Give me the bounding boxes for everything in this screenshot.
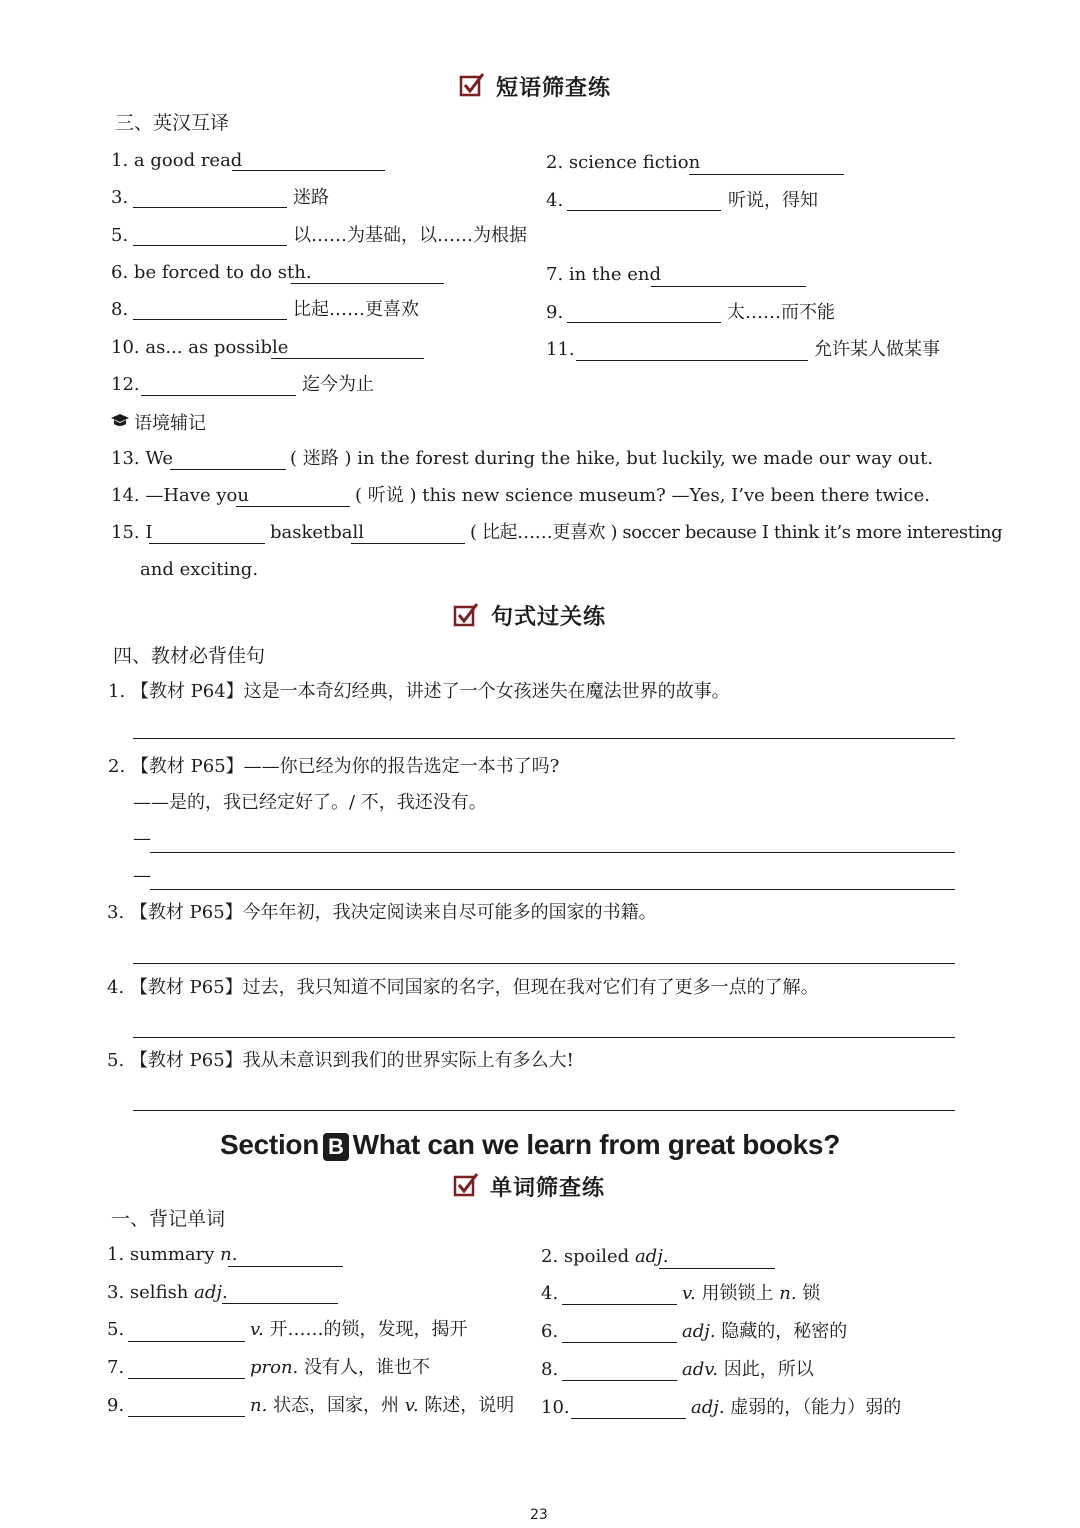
word-6-num: 6.: [541, 1321, 559, 1342]
word-5-def: v. 开……的锁，发现，揭开: [250, 1319, 468, 1340]
answer-blank[interactable]: [222, 1303, 338, 1304]
answer-blank[interactable]: [567, 210, 721, 211]
word-8-num: 8.: [541, 1359, 559, 1380]
answer-blank[interactable]: [291, 283, 444, 284]
part3-heading: 三、英汉互译: [115, 112, 230, 134]
sentence-14-end: ( 听说 ) this new science museum? —Yes, I’ve been there twice.: [355, 485, 930, 506]
writing-line[interactable]: [150, 852, 955, 853]
word-9-def: n. 状态，国家，州 v. 陈述，说明: [250, 1395, 515, 1416]
item-8-num: 8.: [111, 299, 129, 320]
word-5-num: 5.: [107, 1319, 125, 1340]
section-b-badge: B: [323, 1133, 349, 1161]
answer-blank[interactable]: [141, 395, 296, 396]
checkbox-icon: [453, 1172, 479, 1198]
sentence-15-mid: basketball: [270, 522, 365, 543]
item-6: 6. be forced to do sth.: [111, 262, 312, 283]
answer-blank[interactable]: [576, 360, 808, 361]
item-4-num: 4.: [546, 190, 564, 211]
answer-blank[interactable]: [228, 1266, 343, 1267]
item-8-text: 比起……更喜欢: [293, 299, 419, 320]
answer-blank[interactable]: [571, 1418, 686, 1419]
item-1: 1. a good read: [111, 150, 243, 171]
answer-blank[interactable]: [133, 245, 287, 246]
answer-blank[interactable]: [567, 322, 721, 323]
word-3: 3. selfish adj.: [107, 1282, 228, 1303]
item-11-num: 11.: [546, 339, 575, 360]
sentence-14-start: 14. —Have you: [111, 485, 249, 506]
answer-blank[interactable]: [133, 207, 287, 208]
sentence-15-cont: and exciting.: [140, 559, 259, 580]
item-9-num: 9.: [546, 302, 564, 323]
answer-blank[interactable]: [133, 319, 287, 320]
checkbox-icon: [459, 72, 485, 98]
dash-marker: —: [133, 865, 151, 886]
item-2: 2. science fiction: [546, 152, 701, 173]
answer-blank[interactable]: [651, 286, 806, 287]
item-11-text: 允许某人做某事: [814, 339, 940, 360]
answer-blank[interactable]: [271, 358, 424, 359]
graduation-cap-icon: [110, 413, 130, 429]
item-10: 10. as... as possible: [111, 337, 289, 358]
answer-blank[interactable]: [128, 1341, 245, 1342]
answer-blank[interactable]: [562, 1342, 677, 1343]
item-12-num: 12.: [111, 374, 140, 395]
item-3-num: 3.: [111, 187, 129, 208]
item-3-text: 迷路: [293, 187, 329, 208]
item-5-num: 5.: [111, 225, 129, 246]
answer-blank[interactable]: [128, 1378, 245, 1379]
sentence-13-end: ( 迷路 ) in the forest during the hike, but luckily, we made our way out.: [290, 448, 934, 469]
word-6-def: adj. 隐藏的，秘密的: [682, 1321, 848, 1342]
section-b-title: Section B What can we learn from great books?: [220, 1129, 841, 1160]
sentence-13-start: 13. We: [111, 448, 174, 469]
part4-heading: 四、教材必背佳句: [113, 645, 266, 667]
answer-blank[interactable]: [562, 1380, 677, 1381]
key-sentence-1: 1. 【教材 P64】这是一本奇幻经典，讲述了一个女孩迷失在魔法世界的故事。: [108, 681, 730, 702]
item-7: 7. in the end: [546, 264, 661, 285]
word-4-def: v. 用锁锁上 n. 锁: [682, 1283, 821, 1304]
answer-blank[interactable]: [236, 506, 350, 507]
key-sentence-2-answer: ——是的，我已经定好了。/ 不，我还没有。: [133, 792, 487, 813]
word-9-num: 9.: [107, 1395, 125, 1416]
word-7-def: pron. 没有人，谁也不: [250, 1357, 431, 1378]
writing-line[interactable]: [133, 1110, 955, 1111]
answer-blank[interactable]: [562, 1304, 677, 1305]
word-4-num: 4.: [541, 1283, 559, 1304]
key-sentence-3: 3. 【教材 P65】今年年初，我决定阅读来自尽可能多的国家的书籍。: [107, 902, 657, 923]
part1-heading: 一、背记单词: [111, 1208, 226, 1230]
writing-line[interactable]: [133, 963, 955, 964]
section-title-sentences: 句式过关练: [491, 605, 607, 630]
item-9-text: 太……而不能: [727, 302, 835, 323]
dash-marker: —: [133, 828, 151, 849]
sentence-15-start: 15. I: [111, 522, 153, 543]
answer-blank[interactable]: [659, 1268, 775, 1269]
writing-line[interactable]: [150, 889, 955, 890]
answer-blank[interactable]: [128, 1416, 245, 1417]
context-heading: 语境辅记: [134, 413, 206, 434]
writing-line[interactable]: [133, 738, 955, 739]
page-number: 23: [530, 1507, 548, 1523]
key-sentence-2: 2. 【教材 P65】——你已经为你的报告选定一本书了吗?: [108, 756, 560, 777]
item-12-text: 迄今为止: [302, 374, 374, 395]
answer-blank[interactable]: [170, 469, 286, 470]
word-10-def: adj. 虚弱的，（能力）弱的: [691, 1397, 902, 1418]
answer-blank[interactable]: [351, 543, 465, 544]
key-sentence-4: 4. 【教材 P65】过去，我只知道不同国家的名字，但现在我对它们有了更多一点的了解。: [107, 977, 819, 998]
item-5-text: 以……为基础，以……为根据: [293, 225, 527, 246]
item-4-text: 听说，得知: [728, 190, 818, 211]
checkbox-icon: [453, 602, 479, 628]
answer-blank[interactable]: [689, 174, 844, 175]
writing-line[interactable]: [133, 1037, 955, 1038]
key-sentence-5: 5. 【教材 P65】我从未意识到我们的世界实际上有多么大!: [107, 1050, 574, 1071]
word-7-num: 7.: [107, 1357, 125, 1378]
word-1: 1. summary n.: [107, 1244, 238, 1265]
word-2: 2. spoiled adj.: [541, 1246, 669, 1267]
word-10-num: 10.: [541, 1397, 570, 1418]
sentence-15-end: ( 比起……更喜欢 ) soccer because I think it’s more interesting: [470, 522, 1003, 543]
answer-blank[interactable]: [149, 543, 265, 544]
section-title-words: 单词筛查练: [490, 1176, 606, 1201]
answer-blank[interactable]: [232, 170, 385, 171]
word-8-def: adv. 因此，所以: [682, 1359, 814, 1380]
section-title-phrases: 短语筛查练: [496, 76, 612, 101]
